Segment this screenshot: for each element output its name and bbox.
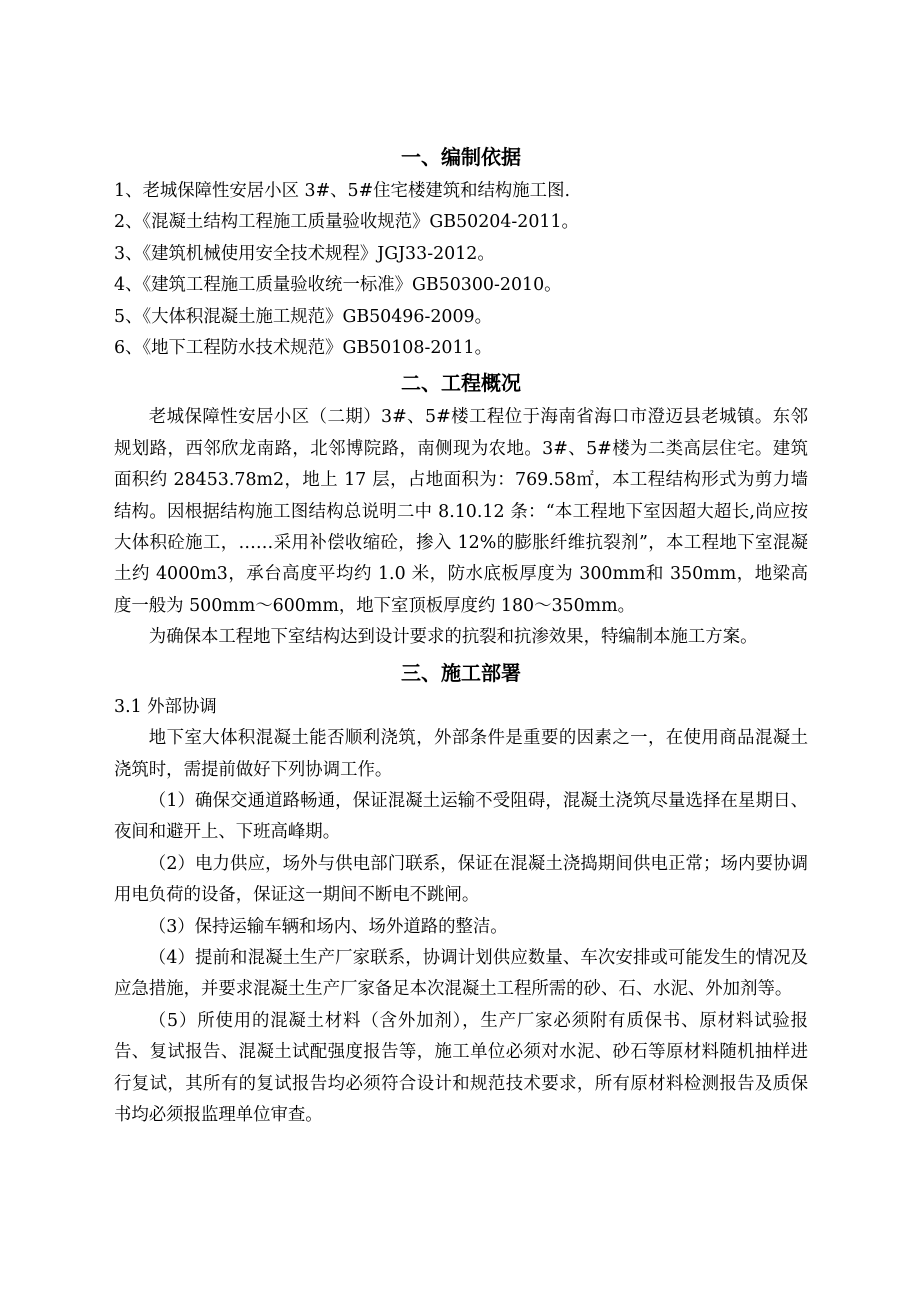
coordination-item-5: （5）所使用的混凝土材料（含外加剂），生产厂家必须附有质保书、原材料试验报告、复试报告、混凝土试配强度报告等，施工单位必须对水泥、砂石等原材料随机抽样进行复试，其所有的复试报告均必须符合设计和规范技术要求，所有原材料检测报告及质保书均必须报监理单位审查。 <box>114 1010 808 1125</box>
overview-paragraph: 老城保障性安居小区（二期）3#、5#楼工程位于海南省海口市澄迈县老城镇。东邻规划路，西邻欣龙南路，北邻博院路，南侧现为农地。3#、5#楼为二类高层住宅。建筑面积约 28453.78m2，地上 17 层，占地面积为：769.58㎡，本工程结构形式为剪力墙结构。因根据结构施工图结构总说明二中 8.10.12 条：“本工程地下室因超大超长,尚应按大体积砼施工，……采用补偿收缩砼，掺入 12%的膨胀纤维抗裂剂”，本工程地下室混凝土约 4000m3，承台高度平均约 1.0 米，防水底板厚度为 300mm和 350mm，地梁高度一般为 500mm～600mm，地下室顶板厚度约 180～350mm。 <box>114 407 808 616</box>
document-page <box>114 138 808 1131</box>
basis-item-1: 1、老城保障性安居小区 3#、5#住宅楼建筑和结构施工图. <box>114 181 570 201</box>
coordination-item-1: （1）确保交通道路畅通，保证混凝土运输不受阻碍，混凝土浇筑尽量选择在星期日、夜间和避开上、下班高峰期。 <box>114 790 808 843</box>
section-3-heading: 三、施工部署 <box>401 660 521 685</box>
basis-item-6: 6、《地下工程防水技术规范》GB50108-2011。 <box>114 338 492 359</box>
basis-item-2: 2、《混凝土结构工程施工质量验收规范》GB50204-2011。 <box>114 212 579 233</box>
coordination-item-3: （3）保持运输车辆和场内、场外道路的整洁。 <box>148 916 508 937</box>
purpose-paragraph: 为确保本工程地下室结构达到设计要求的抗裂和抗渗效果，特编制本施工方案。 <box>148 627 758 648</box>
basis-item-4: 4、《建筑工程施工质量验收统一标准》GB50300-2010。 <box>114 275 562 296</box>
basis-item-5: 5、《大体积混凝土施工规范》GB50496-2009。 <box>114 306 492 327</box>
basis-item-3: 3、《建筑机械使用安全技术规程》JGJ33-2012。 <box>114 243 495 264</box>
coordination-item-4: （4）提前和混凝土生产厂家联系，协调计划供应数量、车次安排或可能发生的情况及应急措施，并要求混凝土生产厂家备足本次混凝土工程所需的砂、石、水泥、外加剂等。 <box>114 947 808 1000</box>
coordination-item-2: （2）电力供应，场外与供电部门联系，保证在混凝土浇捣期间供电正常；场内要协调用电负荷的设备，保证这一期间不断电不跳闸。 <box>114 853 808 906</box>
subsection-heading: 3.1 外部协调 <box>114 696 217 717</box>
coordination-intro: 地下室大体积混凝土能否顺利浇筑，外部条件是重要的因素之一，在使用商品混凝土浇筑时，需提前做好下列协调工作。 <box>114 728 808 780</box>
section-1-heading: 一、编制依据 <box>401 145 521 169</box>
section-2-heading: 二、工程概况 <box>401 371 521 396</box>
